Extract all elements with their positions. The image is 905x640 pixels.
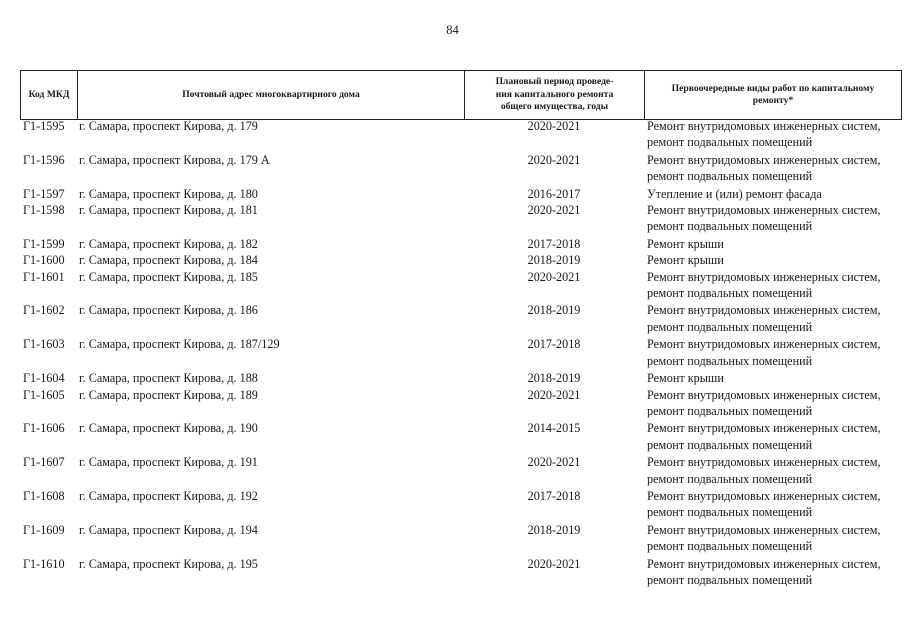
row-works [644, 252, 902, 268]
row-works-line: Ремонт крыши [647, 236, 724, 251]
header-address: Почтовый адрес многоквартирного дома [78, 71, 465, 120]
table-row [20, 152, 902, 185]
row-works-line: Ремонт внутридомовых инженерных систем, [647, 387, 881, 402]
table-row [20, 556, 902, 589]
row-period: 2018-2019 [527, 522, 581, 537]
row-period: 2020-2021 [527, 269, 581, 284]
row-works-line: Ремонт внутридомовых инженерных систем, [647, 455, 881, 470]
row-period: 2018-2019 [527, 253, 581, 268]
row-period: 2020-2021 [527, 556, 581, 571]
row-address: г. Самара, проспект Кирова, д. 182 [79, 236, 258, 251]
table-row [20, 336, 902, 369]
row-works [644, 336, 902, 369]
row-period: 2020-2021 [527, 119, 581, 133]
row-address: г. Самара, проспект Кирова, д. 179 [79, 119, 258, 133]
table-row [20, 420, 902, 453]
row-works [644, 152, 902, 185]
row-works [644, 454, 902, 487]
row-works-line: Ремонт крыши [647, 371, 724, 386]
row-works-line: ремонт подвальных помещений [647, 572, 813, 587]
row-address: г. Самара, проспект Кирова, д. 195 [79, 556, 258, 571]
row-works-line: Ремонт внутридомовых инженерных систем, [647, 269, 881, 284]
header-period-line: общего имущества, годы [500, 101, 609, 113]
header-works [645, 71, 902, 120]
row-period: 2020-2021 [527, 455, 581, 470]
row-works-line: Утепление и (или) ремонт фасада [647, 186, 822, 201]
header-works-line: ремонту* [752, 95, 794, 106]
table-row [20, 186, 902, 202]
table-header [20, 70, 902, 120]
row-works-line: Ремонт внутридомовых инженерных систем, [647, 119, 881, 133]
header-code: Код МКД [21, 71, 78, 120]
row-works-line: ремонт подвальных помещений [647, 353, 813, 368]
row-address: г. Самара, проспект Кирова, д. 180 [79, 186, 258, 201]
row-code: Г1-1608 [23, 488, 65, 503]
row-works-line: ремонт подвальных помещений [647, 286, 813, 301]
row-address: г. Самара, проспект Кирова, д. 188 [79, 371, 258, 386]
row-works [644, 488, 902, 521]
row-works-line: Ремонт внутридомовых инженерных систем, [647, 421, 881, 436]
row-address: г. Самара, проспект Кирова, д. 187/129 [79, 337, 280, 352]
table-row [20, 522, 902, 555]
row-period: 2020-2021 [527, 152, 581, 167]
row-works-line: ремонт подвальных помещений [647, 403, 813, 418]
row-period: 2016-2017 [527, 186, 581, 201]
row-period: 2020-2021 [527, 203, 581, 218]
row-works [644, 387, 902, 420]
row-code: Г1-1610 [23, 556, 65, 571]
table-row [20, 118, 902, 151]
row-code: Г1-1609 [23, 522, 65, 537]
row-code: Г1-1595 [23, 119, 65, 133]
row-works [644, 269, 902, 302]
row-works-line: Ремонт крыши [647, 253, 724, 268]
header-period [465, 71, 645, 120]
row-code: Г1-1605 [23, 387, 65, 402]
row-address: г. Самара, проспект Кирова, д. 186 [79, 303, 258, 318]
row-address: г. Самара, проспект Кирова, д. 181 [79, 203, 258, 218]
row-works [644, 302, 902, 335]
row-works [644, 118, 902, 151]
row-period: 2014-2015 [527, 421, 581, 436]
row-period: 2017-2018 [527, 236, 581, 251]
row-period: 2017-2018 [527, 337, 581, 352]
row-works-line: ремонт подвальных помещений [647, 437, 813, 452]
row-address: г. Самара, проспект Кирова, д. 192 [79, 488, 258, 503]
row-code: Г1-1606 [23, 421, 65, 436]
row-code: Г1-1596 [23, 152, 65, 167]
row-works-line: ремонт подвальных помещений [647, 135, 813, 150]
row-period: 2017-2018 [527, 488, 581, 503]
row-works [644, 556, 902, 589]
row-works-line: ремонт подвальных помещений [647, 505, 813, 520]
table-row [20, 454, 902, 487]
row-works [644, 236, 902, 252]
page-number: 84 [446, 23, 459, 37]
table-row [20, 252, 902, 268]
table-row [20, 236, 902, 252]
row-address: г. Самара, проспект Кирова, д. 191 [79, 455, 258, 470]
row-works-line: Ремонт внутридомовых инженерных систем, [647, 152, 881, 167]
row-works-line: ремонт подвальных помещений [647, 319, 813, 334]
row-code: Г1-1603 [23, 337, 65, 352]
row-works [644, 202, 902, 235]
row-works [644, 420, 902, 453]
table-row [20, 387, 902, 420]
row-address: г. Самара, проспект Кирова, д. 194 [79, 522, 258, 537]
row-period: 2018-2019 [527, 303, 581, 318]
header-row [21, 71, 902, 120]
row-works-line: ремонт подвальных помещений [647, 219, 813, 234]
header-works-line: Первоочередные виды работ по капитальному [671, 82, 875, 94]
row-works [644, 370, 902, 386]
row-works [644, 522, 902, 555]
table-row [20, 269, 902, 302]
header-period-line: ния капитального ремонта [495, 88, 614, 100]
row-address: г. Самара, проспект Кирова, д. 185 [79, 269, 258, 284]
table-rows [20, 118, 902, 588]
table-row [20, 302, 902, 335]
row-code: Г1-1602 [23, 303, 65, 318]
row-address: г. Самара, проспект Кирова, д. 189 [79, 387, 258, 402]
row-address: г. Самара, проспект Кирова, д. 190 [79, 421, 258, 436]
table-body [20, 118, 902, 588]
row-works-line: Ремонт внутридомовых инженерных систем, [647, 488, 881, 503]
row-code: Г1-1607 [23, 455, 65, 470]
row-works-line: Ремонт внутридомовых инженерных систем, [647, 203, 881, 218]
row-address: г. Самара, проспект Кирова, д. 184 [79, 253, 258, 268]
row-period: 2020-2021 [527, 387, 581, 402]
table-row [20, 488, 902, 521]
row-works-line: ремонт подвальных помещений [647, 169, 813, 184]
row-code: Г1-1597 [23, 186, 65, 201]
table-row [20, 202, 902, 235]
header-period-line: Плановый период проведе- [495, 76, 614, 88]
row-works-line: Ремонт внутридомовых инженерных систем, [647, 522, 881, 537]
row-code: Г1-1601 [23, 269, 65, 284]
row-works-line: ремонт подвальных помещений [647, 471, 813, 486]
row-works-line: Ремонт внутридомовых инженерных систем, [647, 337, 881, 352]
row-address: г. Самара, проспект Кирова, д. 179 А [79, 152, 270, 167]
row-code: Г1-1599 [23, 236, 65, 251]
table-row [20, 370, 902, 386]
row-code: Г1-1604 [23, 371, 65, 386]
row-works-line: ремонт подвальных помещений [647, 539, 813, 554]
row-period: 2018-2019 [527, 371, 581, 386]
row-works-line: Ремонт внутридомовых инженерных систем, [647, 303, 881, 318]
row-works-line: Ремонт внутридомовых инженерных систем, [647, 556, 881, 571]
row-works [644, 186, 902, 202]
row-code: Г1-1598 [23, 203, 65, 218]
row-code: Г1-1600 [23, 253, 65, 268]
